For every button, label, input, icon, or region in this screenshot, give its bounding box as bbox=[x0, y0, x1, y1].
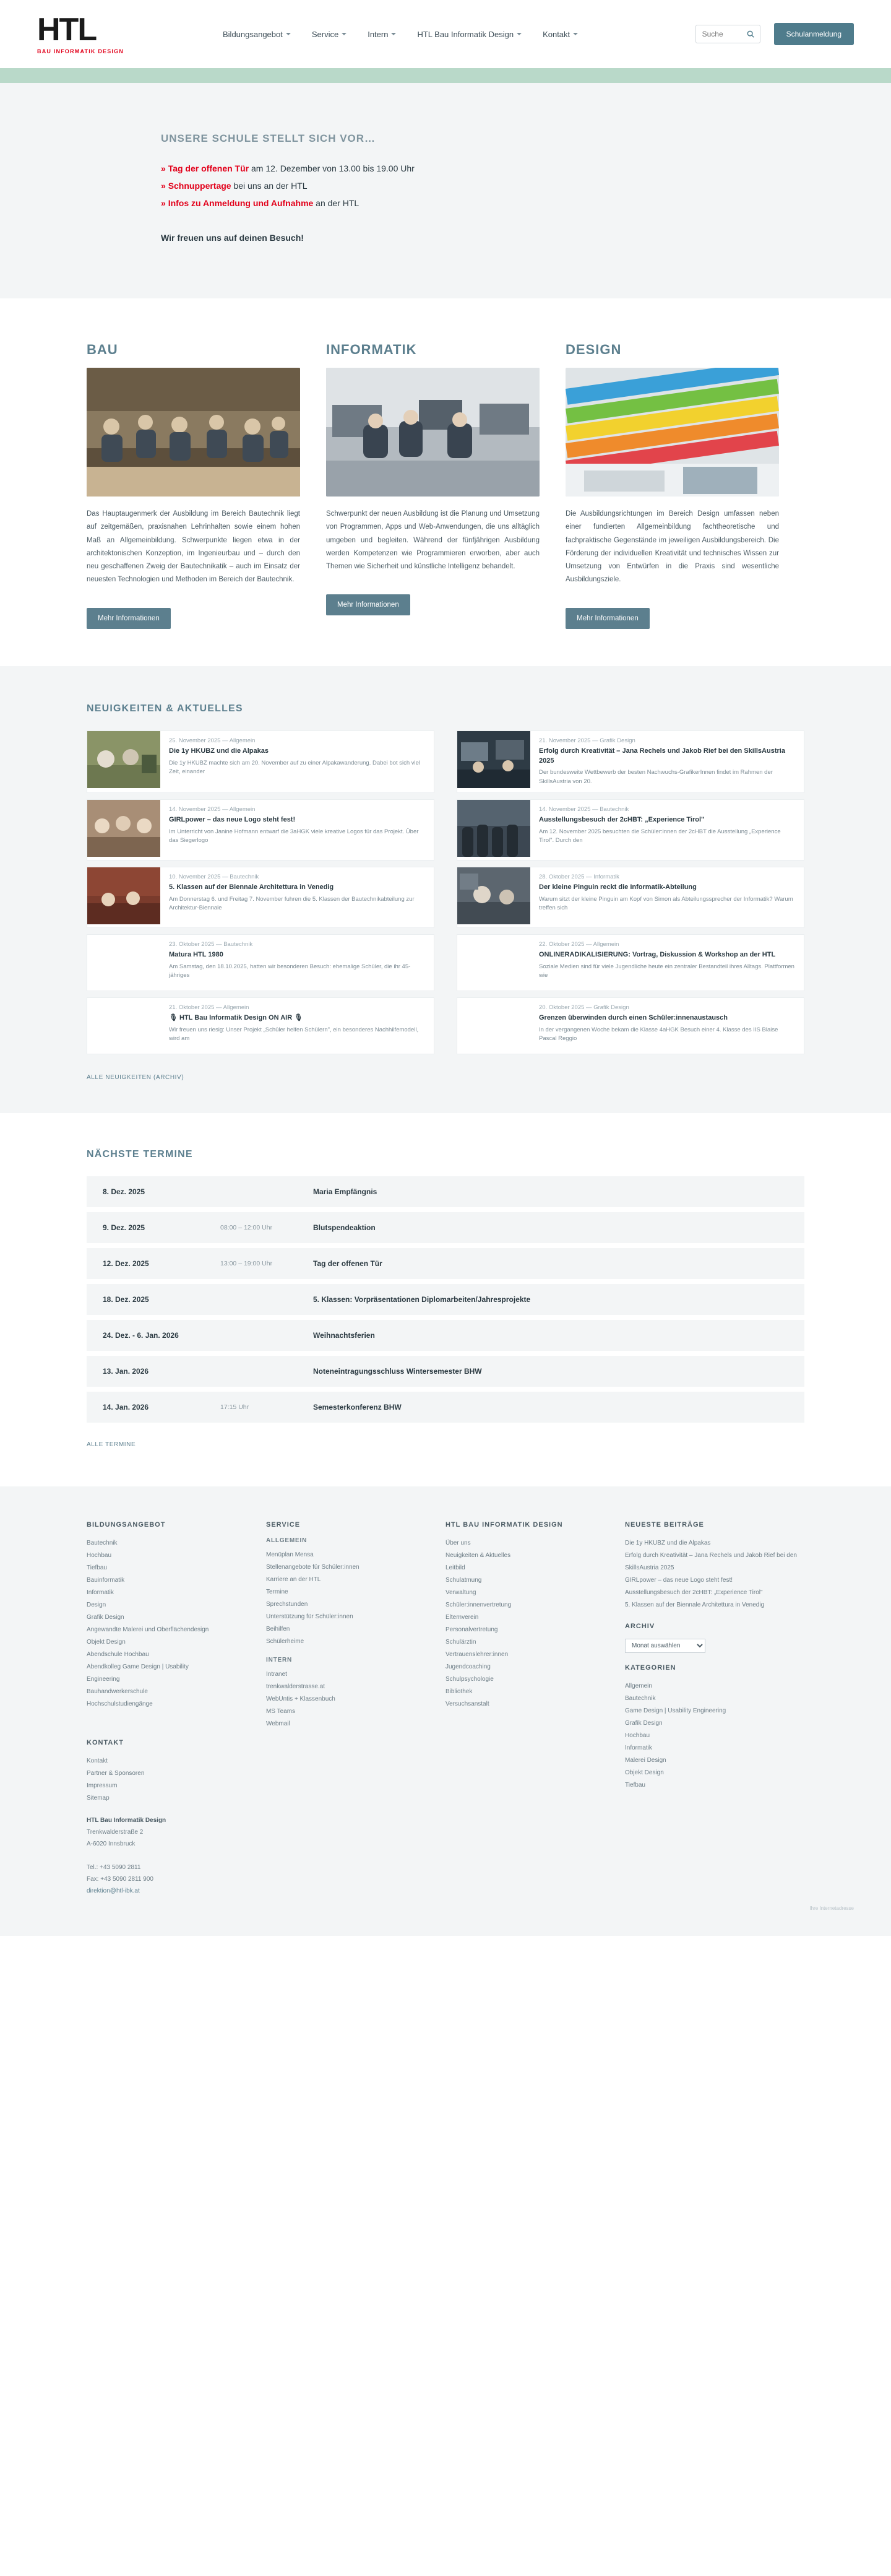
footer-link[interactable]: Informatik bbox=[87, 1589, 114, 1596]
footer-link[interactable]: Termine bbox=[266, 1588, 288, 1595]
news-title[interactable]: Die 1y HKUBZ und die Alpakas bbox=[169, 747, 269, 755]
news-item[interactable] bbox=[87, 997, 434, 1054]
hero-section bbox=[0, 83, 891, 298]
news-excerpt: Die 1y HKUBZ machte sich am 20. November auf zu einer Alpakawanderung. Dabei bot sich viel Zeit, einander bbox=[169, 759, 421, 775]
news-title[interactable]: 5. Klassen auf der Biennale Architettura in Venedig bbox=[169, 883, 334, 891]
footer-kategorien-title: KATEGORIEN bbox=[625, 1663, 676, 1672]
hero-line-1-rest: am 12. Dezember von 13.00 bis 19.00 Uhr bbox=[249, 163, 415, 173]
nav-label: Kontakt bbox=[543, 29, 570, 39]
news-body bbox=[160, 998, 434, 1054]
termin-title: Weihnachtsferien bbox=[313, 1330, 375, 1340]
footer-kontakt-block bbox=[87, 1739, 266, 1897]
footer-link[interactable]: Hochbau bbox=[625, 1732, 650, 1739]
termin-date: 12. Dez. 2025 bbox=[103, 1259, 149, 1268]
chevron-down-icon bbox=[342, 33, 346, 35]
news-item[interactable] bbox=[457, 934, 804, 991]
footer-columns bbox=[87, 1521, 804, 1897]
footer-archiv-title: ARCHIV bbox=[625, 1622, 655, 1630]
termin-row[interactable] bbox=[87, 1248, 804, 1279]
footer-link[interactable]: Grafik Design bbox=[625, 1719, 663, 1727]
footer-link[interactable]: Grafik Design bbox=[87, 1613, 124, 1621]
footer-col-schule bbox=[446, 1521, 625, 1897]
footer-link[interactable]: Stellenangebote für Schüler:innen bbox=[266, 1563, 359, 1571]
footer-link[interactable]: Game Design | Usability Engineering bbox=[625, 1707, 726, 1714]
footer-link[interactable]: Sprechstunden bbox=[266, 1600, 308, 1608]
news-meta: 21. Oktober 2025 — Allgemein bbox=[169, 1004, 249, 1011]
news-excerpt: Der bundesweite Wettbewerb der besten Nachwuchs-GrafikerInnen findet im Rahmen der SkillsAustria von 20. bbox=[539, 769, 773, 785]
news-body bbox=[530, 998, 804, 1054]
news-item[interactable] bbox=[457, 997, 804, 1054]
news-meta: 23. Oktober 2025 — Bautechnik bbox=[169, 940, 253, 948]
footer-city: A-6020 Innsbruck bbox=[87, 1840, 136, 1847]
hero-marker: » bbox=[161, 198, 166, 208]
news-meta: 21. November 2025 — Grafik Design bbox=[539, 737, 635, 744]
design-color-swatches-photo[interactable] bbox=[566, 368, 779, 497]
footer-col-title: HTL BAU INFORMATIK DESIGN bbox=[446, 1520, 563, 1529]
news-meta: 10. November 2025 — Bautechnik bbox=[169, 873, 259, 880]
footer-link[interactable]: Schulatmung bbox=[446, 1576, 482, 1584]
hero-line-2[interactable] bbox=[161, 181, 804, 191]
news-excerpt: Wir freuen uns riesig: Unser Projekt „Schüler helfen Schülern", ein besonderes Nachhilfemodell, wird am bbox=[169, 1026, 419, 1043]
nav-label: HTL Bau Informatik Design bbox=[417, 29, 514, 39]
news-thumbnail bbox=[87, 867, 160, 927]
nav-label: Intern bbox=[368, 29, 389, 39]
chevron-down-icon bbox=[573, 33, 578, 35]
news-thumbnail bbox=[457, 800, 530, 860]
schulanmeldung-button[interactable]: Schulanmeldung bbox=[774, 23, 854, 45]
news-title[interactable]: Matura HTL 1980 bbox=[169, 950, 223, 958]
news-title[interactable]: GIRLpower – das neue Logo steht fest! bbox=[169, 815, 296, 823]
news-excerpt: Am Donnerstag 6. und Freitag 7. November fuhren die 5. Klassen der Bautechnikabteilung zur Architektur-Biennale bbox=[169, 895, 415, 912]
footer-link[interactable]: Ausstellungsbesuch der 2cHBT: „Experience Tirol" bbox=[625, 1589, 763, 1596]
termin-date: 14. Jan. 2026 bbox=[103, 1402, 149, 1412]
news-item[interactable] bbox=[457, 799, 804, 861]
news-item[interactable] bbox=[87, 731, 434, 793]
news-item[interactable] bbox=[457, 731, 804, 793]
news-title[interactable]: Ausstellungsbesuch der 2cHBT: „Experience Tirol" bbox=[539, 815, 705, 823]
footer-col-neueste-beitraege bbox=[625, 1521, 804, 1897]
termine-section bbox=[0, 1113, 891, 1486]
footer-col-title: BILDUNGSANGEBOT bbox=[87, 1520, 166, 1529]
nav-item-htl-bau-informatik-design[interactable] bbox=[417, 30, 522, 39]
footer-link[interactable]: Versuchsanstalt bbox=[446, 1700, 489, 1707]
termin-row[interactable] bbox=[87, 1320, 804, 1351]
footer-link[interactable]: Engineering bbox=[87, 1675, 120, 1683]
footer-kontakt-title: KONTAKT bbox=[87, 1738, 124, 1746]
footer-kontakt-list bbox=[87, 1755, 266, 1805]
termin-time: 08:00 – 12:00 Uhr bbox=[220, 1223, 273, 1231]
department-title: INFORMATIK bbox=[326, 342, 417, 357]
news-body bbox=[160, 800, 434, 860]
footer-link[interactable]: Karriere an der HTL bbox=[266, 1576, 321, 1583]
footer-link[interactable]: WebUntis + Klassenbuch bbox=[266, 1695, 335, 1702]
termine-section-title: NÄCHSTE TERMINE bbox=[87, 1148, 193, 1160]
hero-line-3-bold: Infos zu Anmeldung und Aufnahme bbox=[168, 198, 314, 208]
footer-link[interactable]: Design bbox=[87, 1601, 106, 1608]
news-archive-link[interactable]: ALLE NEUIGKEITEN (ARCHIV) bbox=[87, 1073, 184, 1081]
footer-link[interactable]: Abendkolleg Game Design | Usability bbox=[87, 1663, 189, 1670]
news-thumbnail bbox=[87, 998, 160, 1054]
footer-link[interactable]: GIRLpower – das neue Logo steht fest! bbox=[625, 1576, 733, 1584]
footer-link[interactable]: Menüplan Mensa bbox=[266, 1551, 314, 1558]
informatik-students-photo[interactable] bbox=[326, 368, 540, 497]
termin-row[interactable] bbox=[87, 1284, 804, 1315]
footer-link[interactable]: Verwaltung bbox=[446, 1589, 476, 1596]
footer-address bbox=[87, 1815, 266, 1897]
footer-col-service bbox=[266, 1521, 446, 1897]
news-meta: 20. Oktober 2025 — Grafik Design bbox=[539, 1004, 629, 1011]
footer-link[interactable]: Bibliothek bbox=[446, 1688, 473, 1695]
footer-link[interactable]: Elternverein bbox=[446, 1613, 479, 1621]
news-body bbox=[160, 867, 434, 927]
news-title[interactable]: Erfolg durch Kreativität – Jana Rechels und Jakob Rief bei den SkillsAustria 2025 bbox=[539, 747, 785, 765]
footer-link[interactable]: Abendschule Hochbau bbox=[87, 1650, 149, 1658]
termin-time: 13:00 – 19:00 Uhr bbox=[220, 1259, 273, 1267]
footer-link[interactable]: Sitemap bbox=[87, 1794, 110, 1802]
footer-link[interactable]: MS Teams bbox=[266, 1707, 296, 1715]
more-info-button-informatik[interactable]: Mehr Informationen bbox=[326, 594, 410, 615]
site-footer bbox=[0, 1486, 891, 1936]
hero-closing-text: Wir freuen uns auf deinen Besuch! bbox=[161, 233, 304, 243]
footer-link[interactable]: Partner & Sponsoren bbox=[87, 1769, 145, 1777]
news-title[interactable]: 🎙 HTL Bau Informatik Design ON AIR 🎙 bbox=[169, 1013, 303, 1021]
chevron-down-icon bbox=[517, 33, 522, 35]
department-card-informatik bbox=[326, 342, 540, 629]
hero-line-2-rest: bei uns an der HTL bbox=[231, 181, 308, 191]
termin-date: 18. Dez. 2025 bbox=[103, 1295, 149, 1304]
news-body bbox=[160, 731, 434, 792]
footer-link[interactable]: Objekt Design bbox=[625, 1769, 664, 1776]
news-title[interactable]: Grenzen überwinden durch einen Schüler:innenaustausch bbox=[539, 1013, 728, 1021]
footer-link[interactable]: Webmail bbox=[266, 1720, 290, 1727]
hero-kicker: UNSERE SCHULE STELLT SICH VOR… bbox=[161, 132, 376, 144]
footer-link[interactable]: Malerei Design bbox=[625, 1756, 666, 1764]
footer-link[interactable]: Personalvertretung bbox=[446, 1626, 498, 1633]
footer-list bbox=[446, 1537, 625, 1711]
nav-item-service[interactable] bbox=[312, 30, 346, 39]
termin-title: Blutspendeaktion bbox=[313, 1223, 376, 1232]
news-thumbnail bbox=[87, 731, 160, 792]
department-title: DESIGN bbox=[566, 342, 622, 357]
footer-link[interactable]: Beihilfen bbox=[266, 1625, 290, 1633]
footer-link[interactable]: Schulärztin bbox=[446, 1638, 476, 1646]
header-actions bbox=[695, 23, 854, 45]
termin-row[interactable] bbox=[87, 1392, 804, 1423]
nav-item-bildungsangebot[interactable] bbox=[223, 30, 291, 39]
footer-col-bildungsangebot bbox=[87, 1521, 266, 1897]
termin-row[interactable] bbox=[87, 1176, 804, 1207]
search-input[interactable] bbox=[701, 29, 746, 39]
footer-link[interactable]: Allgemein bbox=[625, 1682, 652, 1689]
informatik-photo-svg bbox=[326, 368, 540, 497]
hero-line-3[interactable] bbox=[161, 198, 804, 208]
hero-marker: » bbox=[161, 181, 166, 191]
news-thumbnail bbox=[87, 935, 160, 991]
news-meta: 25. November 2025 — Allgemein bbox=[169, 737, 256, 744]
news-item[interactable] bbox=[87, 934, 434, 991]
footer-link[interactable]: Die 1y HKUBZ und die Alpakas bbox=[625, 1539, 711, 1546]
footer-link[interactable]: trenkwalderstrasse.at bbox=[266, 1683, 325, 1690]
hero-marker: » bbox=[161, 163, 166, 173]
footer-link[interactable]: Informatik bbox=[625, 1744, 652, 1751]
footer-email[interactable]: direktion@htl-ibk.at bbox=[87, 1887, 140, 1894]
news-title[interactable]: Der kleine Pinguin reckt die Informatik-Abteilung bbox=[539, 883, 697, 891]
news-excerpt: Am Samstag, den 18.10.2025, hatten wir besonderen Besuch: ehemalige Schüler, die ihr 45-jähriges bbox=[169, 963, 411, 979]
department-card-bau bbox=[87, 342, 300, 629]
news-meta: 14. November 2025 — Allgemein bbox=[169, 805, 256, 813]
termin-time: 17:15 Uhr bbox=[220, 1403, 249, 1411]
footer-subtitle-intern: INTERN bbox=[266, 1656, 293, 1663]
termin-row[interactable] bbox=[87, 1212, 804, 1243]
bau-classroom-photo[interactable] bbox=[87, 368, 300, 497]
footer-list-allgemein bbox=[266, 1549, 446, 1648]
header-accent-bar bbox=[0, 68, 891, 83]
footer-link[interactable]: Unterstützung für Schüler:innen bbox=[266, 1613, 353, 1620]
footer-link[interactable]: Vertrauenslehrer:innen bbox=[446, 1650, 509, 1658]
news-excerpt: Im Unterricht von Janine Hofmann entwarf die 3aHGK viele kreative Logos für das Projekt. Über das Siegerlogo bbox=[169, 828, 419, 844]
footer-link[interactable]: Objekt Design bbox=[87, 1638, 126, 1646]
nav-item-kontakt[interactable] bbox=[543, 30, 578, 39]
footer-link[interactable]: Bautechnik bbox=[87, 1539, 118, 1546]
termin-date: 8. Dez. 2025 bbox=[103, 1187, 145, 1196]
news-excerpt: Soziale Medien sind für viele Jugendliche heute ein zentraler Bestandteil ihres Alltags. Plattformen wie bbox=[539, 963, 794, 979]
footer-credit: Ihre Internetadresse bbox=[809, 1905, 854, 1911]
all-termine-link[interactable]: ALLE TERMINE bbox=[87, 1441, 136, 1448]
news-thumbnail bbox=[457, 731, 530, 792]
termin-title: Semesterkonferenz BHW bbox=[313, 1402, 402, 1412]
footer-link[interactable]: 5. Klassen auf der Biennale Architettura in Venedig bbox=[625, 1601, 765, 1608]
footer-tel[interactable]: Tel.: +43 5090 2811 bbox=[87, 1863, 141, 1871]
termin-date: 24. Dez. - 6. Jan. 2026 bbox=[103, 1330, 179, 1340]
news-grid bbox=[87, 731, 804, 1060]
news-excerpt: Warum sitzt der kleine Pinguin am Kopf von Simon als Abteilungssprecher der Informatik? Warum treffen sich bbox=[539, 895, 793, 912]
bau-photo-svg bbox=[87, 368, 300, 497]
footer-link[interactable]: Erfolg durch Kreativität – Jana Rechels und Jakob Rief bei den SkillsAustria 2025 bbox=[625, 1551, 797, 1571]
nav-item-intern[interactable] bbox=[368, 30, 396, 39]
chevron-down-icon bbox=[391, 33, 396, 35]
news-body bbox=[160, 935, 434, 991]
footer-link[interactable]: Schülerheime bbox=[266, 1637, 304, 1645]
footer-kategorien-list bbox=[625, 1680, 804, 1792]
news-thumbnail bbox=[87, 800, 160, 860]
footer-link[interactable]: Schüler:innenvertretung bbox=[446, 1601, 512, 1608]
footer-col-title: SERVICE bbox=[266, 1520, 301, 1529]
footer-link[interactable]: Hochbau bbox=[87, 1551, 112, 1559]
news-meta: 22. Oktober 2025 — Allgemein bbox=[539, 940, 619, 948]
footer-link[interactable]: Neuigkeiten & Aktuelles bbox=[446, 1551, 511, 1559]
hero-line-2-bold: Schnuppertage bbox=[168, 181, 231, 191]
footer-link[interactable]: Kontakt bbox=[87, 1757, 108, 1764]
news-body bbox=[530, 935, 804, 991]
department-description: Schwerpunkt der neuen Ausbildung ist die Planung und Umsetzung von Programmen, Apps und Web-Anwendungen, die uns alltäglich umgeben und begleiten. Während der fünfjährigen Ausbildung werden Kompetenzen wie Programmieren erworben, aber auch Themen wie Sicherheit und künstliche Intelligenz behandelt. bbox=[326, 510, 540, 571]
nav-label: Service bbox=[311, 29, 339, 39]
termin-date: 13. Jan. 2026 bbox=[103, 1366, 149, 1376]
footer-link[interactable]: Bauinformatik bbox=[87, 1576, 125, 1584]
news-meta: 28. Oktober 2025 — Informatik bbox=[539, 873, 619, 880]
footer-list bbox=[87, 1537, 266, 1711]
news-thumbnail bbox=[457, 935, 530, 991]
footer-org-name: HTL Bau Informatik Design bbox=[87, 1816, 166, 1824]
termin-title: Tag der offenen Tür bbox=[313, 1259, 382, 1268]
termin-title: Maria Empfängnis bbox=[313, 1187, 377, 1196]
footer-street: Trenkwalderstraße 2 bbox=[87, 1828, 144, 1836]
footer-fax: Fax: +43 5090 2811 900 bbox=[87, 1875, 153, 1883]
footer-link[interactable]: Jugendcoaching bbox=[446, 1663, 491, 1670]
news-body bbox=[530, 867, 804, 927]
design-photo-svg bbox=[566, 368, 779, 497]
main-navigation bbox=[223, 30, 578, 39]
footer-link[interactable]: Tiefbau bbox=[87, 1564, 107, 1571]
footer-link[interactable]: Angewandte Malerei und Oberflächendesign bbox=[87, 1626, 209, 1633]
archiv-month-select[interactable] bbox=[625, 1639, 705, 1653]
footer-link[interactable]: Tiefbau bbox=[625, 1781, 645, 1789]
news-thumbnail bbox=[457, 998, 530, 1054]
footer-link[interactable]: Bautechnik bbox=[625, 1694, 656, 1702]
footer-link[interactable]: Bauhandwerkerschule bbox=[87, 1688, 148, 1695]
footer-link[interactable]: Über uns bbox=[446, 1539, 471, 1546]
news-item[interactable] bbox=[457, 867, 804, 928]
news-section-title: NEUIGKEITEN & AKTUELLES bbox=[87, 703, 243, 714]
chevron-down-icon bbox=[286, 33, 291, 35]
footer-link[interactable]: Intranet bbox=[266, 1670, 287, 1678]
footer-subtitle-allgemein: ALLGEMEIN bbox=[266, 1537, 308, 1544]
site-logo[interactable] bbox=[37, 14, 148, 54]
department-description: Die Ausbildungsrichtungen im Bereich Design umfassen neben einer fundierten Allgemeinbildung fachtheoretische und fachpraktische Gegenstände im jeweiligen Ausbildungsbereich. Die Förderung der individuellen Kreativität und technisches Wissen zur Umsetzung von Entwürfen in die Praxis sind wesentliche Ausbildungsziele. bbox=[566, 510, 779, 584]
departments-section bbox=[87, 298, 804, 666]
news-meta: 14. November 2025 — Bautechnik bbox=[539, 805, 629, 813]
department-description: Das Hauptaugenmerk der Ausbildung im Bereich Bautechnik liegt auf zeitgemäßen, praxisnahen Lehrinhalten sowie einem hohen Maß an Allgemeinbildung. Schwerpunkte liegen etwa in der architektonischen Konzeption, im Ingenieurbau und – durch den neu geschaffenen Zweig der Bautechnikatik – auch im Einsatz der neuesten Technologien und Methoden im Bereich der Bautechnik. bbox=[87, 510, 300, 584]
logo-text: HTL bbox=[37, 12, 97, 48]
termin-title: Noteneintragungsschluss Wintersemester BHW bbox=[313, 1366, 482, 1376]
news-item[interactable] bbox=[87, 799, 434, 861]
footer-link[interactable]: Impressum bbox=[87, 1782, 118, 1789]
search-icon[interactable] bbox=[746, 30, 755, 38]
footer-link[interactable]: Hochschulstudiengänge bbox=[87, 1700, 153, 1707]
department-title: BAU bbox=[87, 342, 118, 357]
news-excerpt: Am 12. November 2025 besuchten die Schüler:innen der 2cHBT die Ausstellung „Experience Tirol". Durch den bbox=[539, 828, 781, 844]
footer-link[interactable]: Leitbild bbox=[446, 1564, 465, 1571]
news-excerpt: In der vergangenen Woche bekam die Klasse 4aHGK Besuch einer 4. Klasse des IIS Blaise Pascal Reggio bbox=[539, 1026, 778, 1043]
department-card-design bbox=[566, 342, 779, 629]
termin-date: 9. Dez. 2025 bbox=[103, 1223, 145, 1232]
news-title[interactable]: ONLINERADIKALISIERUNG: Vortrag, Diskussion & Workshop an der HTL bbox=[539, 950, 776, 958]
footer-link[interactable]: Schulpsychologie bbox=[446, 1675, 494, 1683]
footer-recent-posts bbox=[625, 1537, 804, 1611]
news-body bbox=[530, 731, 804, 792]
search-box[interactable] bbox=[695, 25, 760, 43]
footer-list-intern bbox=[266, 1668, 446, 1730]
news-item[interactable] bbox=[87, 867, 434, 928]
hero-line-1-bold: Tag der offenen Tür bbox=[168, 163, 249, 173]
news-section bbox=[0, 666, 891, 1113]
news-body bbox=[530, 800, 804, 860]
termin-row[interactable] bbox=[87, 1356, 804, 1387]
nav-label: Bildungsangebot bbox=[223, 29, 283, 39]
site-header bbox=[0, 0, 891, 68]
news-thumbnail bbox=[457, 867, 530, 927]
more-info-button-design[interactable]: Mehr Informationen bbox=[566, 608, 650, 629]
footer-col-title: NEUESTE BEITRÄGE bbox=[625, 1520, 704, 1529]
termin-title: 5. Klassen: Vorpräsentationen Diplomarbeiten/Jahresprojekte bbox=[313, 1295, 531, 1304]
hero-line-3-rest: an der HTL bbox=[313, 198, 359, 208]
hero-line-1[interactable] bbox=[161, 163, 804, 173]
logo-subtitle: BAU INFORMATIK DESIGN bbox=[37, 48, 124, 54]
more-info-button-bau[interactable]: Mehr Informationen bbox=[87, 608, 171, 629]
